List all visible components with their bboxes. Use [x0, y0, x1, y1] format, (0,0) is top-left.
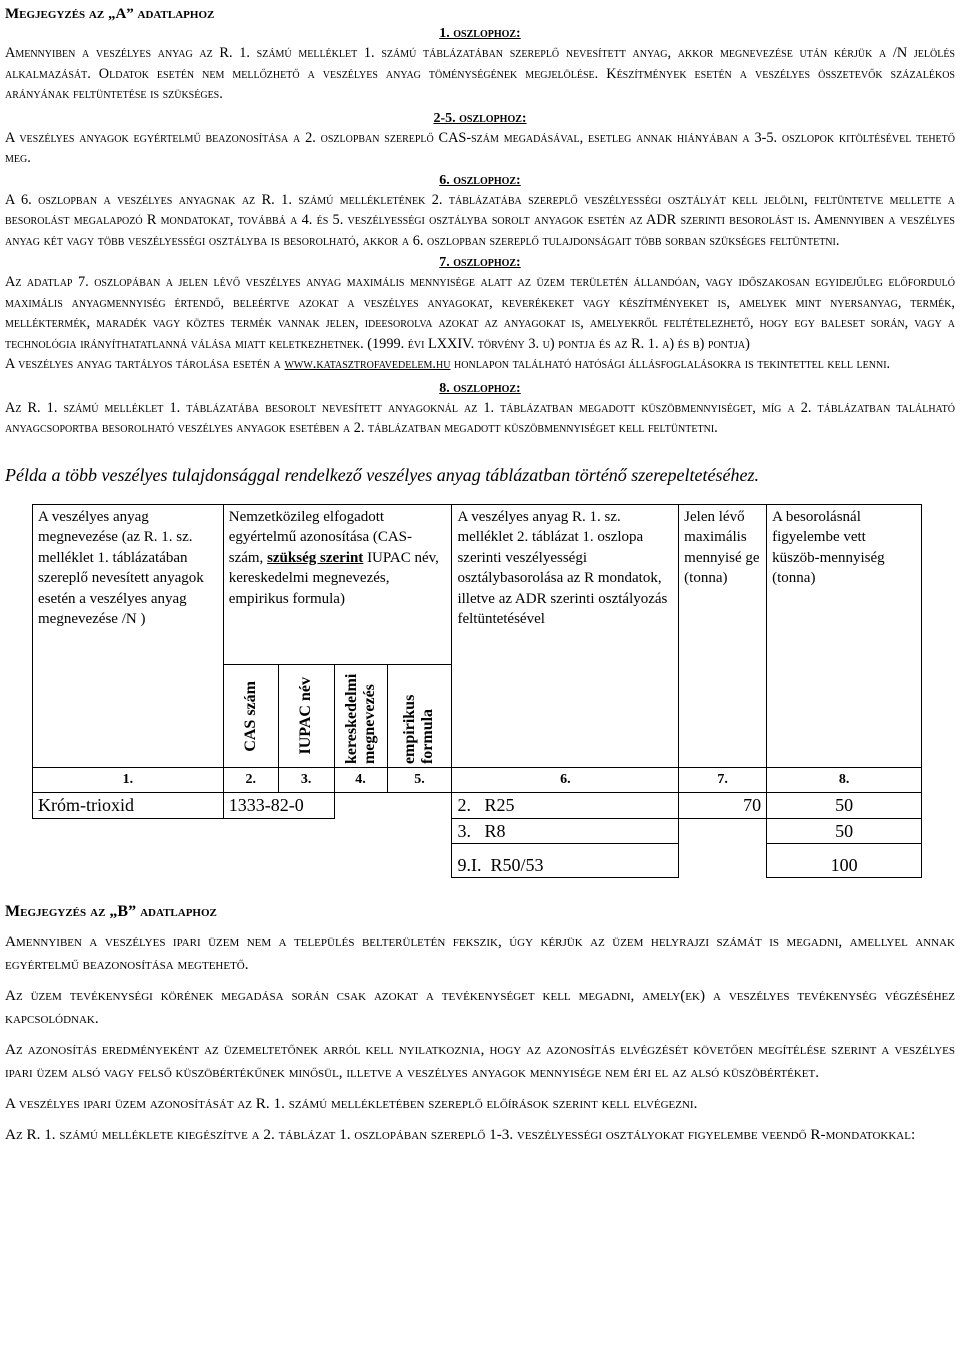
- col-number: 6.: [452, 767, 679, 793]
- col2-heading: 2-5. oszlophoz:: [433, 110, 527, 126]
- col8-heading: 8. oszlophoz:: [439, 380, 521, 396]
- col-number: 2.: [223, 767, 278, 793]
- note-b-p4: A veszélyes ipari üzem azonosítását az R. 1. számú mellékletében szereplő előírások szerint kell elvégezni.: [5, 1095, 698, 1112]
- note-b-p5: Az R. 1. számú melléklete kiegészítve a 2. táblázat 1. oszlopában szereplő 1-3. veszélyességi osztályokat figyelembe veendő R-mondatokkal:: [5, 1126, 916, 1143]
- header-max-cell: Jelen lévő maximális mennyisé ge (tonna): [679, 504, 767, 767]
- vertical-header-trade: kereskedelmi megnevezés: [334, 665, 387, 767]
- header-threshold-cell: A besorolásnál figyelembe vett küszöb-mennyiség (tonna): [767, 504, 922, 767]
- table-row: [33, 844, 922, 878]
- col6-text: A 6. oszlopban a veszélyes anyagnak az R. 1. számú mellékletének 2. táblázatába szereplő veszélyességi osztályát kell jelölni, feltüntetve mellette a besorolást megalapozó R mondatokat, továbbá a 4. és 5. veszélyességi osztályba sorolt anyagok esetén az ADR szerinti besorolást is. Amennyiben a veszélyes anyag két vagy több veszélyességi osztályba is besorolható, akkor a 6. oszlopban szereplő tulajdonságait több sorban szükséges feltüntetni.: [5, 191, 955, 249]
- note-b-p2: Az üzem tevékenységi körének megadása során csak azokat a tevékenységet kell megadni, amely(ek) a veszélyes tevékenység végzéséhez kapcsolódnak.: [5, 987, 955, 1027]
- col8-text: Az R. 1. számú melléklet 1. táblázatába besorolt nevesített anyagoknál az 1. táblázatban megadott küszöbmennyiséget, míg a 2. táblázatban található anyagcsoportba besorolható veszélyes anyagok esetében a 2. táblázatban megadott küszöbmennyiséget kell feltüntetni.: [5, 399, 955, 436]
- example-title: Példa a több veszélyes tulajdonsággal rendelkező veszélyes anyag táblázatban történő szerepeltetéséhez.: [5, 464, 759, 485]
- threshold-quantity: 100: [767, 844, 922, 878]
- col2-text: A veszélyes anyagok egyértelmű beazonosítása a 2. oszlopban szereplő CAS-szám megadásával, esetleg annak hiányában a 3-5. oszlopok kitöltésével tehető meg.: [5, 129, 955, 166]
- example-table: [32, 504, 922, 879]
- note-b-p3: Az azonosítás eredményeként az üzemeltetőnek arról kell nyilatkoznia, hogy az azonosítás elvégzését követően megítélése szerint a veszélyes ipari üzem alsó vagy felső küszöbértékűnek minősül, illetve a veszélyes anyagok mennyisége nem éri el az alsó küszöbértéket.: [5, 1041, 955, 1081]
- max-quantity: 70: [679, 793, 767, 819]
- table-number-row: [33, 767, 922, 793]
- col-number: 8.: [767, 767, 922, 793]
- threshold-quantity: 50: [767, 818, 922, 844]
- note-b-p1: Amennyiben a veszélyes ipari üzem nem a település belterületén fekszik, úgy kérjük az üzem helyrajzi számát is megadni, amellyel annak egyértelmű beazonosítása megtehető.: [5, 933, 955, 973]
- header-id-cell: Nemzetközileg elfogadott egyértelmű azonosítása (CAS-szám, szükség szerint IUPAC név, kereskedelmi megnevezés, empirikus formula): [223, 504, 452, 665]
- substance-name: Króm-trioxid: [33, 793, 224, 819]
- vertical-header-formula: empirikus formula: [387, 665, 452, 767]
- col7-text: Az adatlap 7. oszlopában a jelen lévő veszélyes anyag maximális mennyisége alatt az üzem területén állandóan, vagy időszakosan egyidejűleg előforduló maximális anyagmennyiség értendő, beleértve azokat a veszélyes anyagokat, keverékeket vagy készítményeket is, amelyek mint nyersanyag, termék, melléktermék, maradék vagy köztes termék vannak jelen, ideesorolva azokat az anyagokat is, amelyekről feltételezhető, hogy egy baleset során, vagy a technológia irányíthatatlanná válása miatt keletkezhetnek. (1999. évi LXXIV. törvény 3. u) pontja és az R. 1. a) és b) pontja): [5, 274, 955, 352]
- col7-heading: 7. oszlophoz:: [439, 255, 521, 270]
- col6-heading: 6. oszlophoz:: [439, 172, 521, 188]
- col1-heading: 1. oszlophoz:: [439, 26, 521, 41]
- hazard-class: 3. R8: [452, 818, 679, 844]
- header-name-cell: A veszélyes anyag megnevezése (az R. 1. sz. melléklet 1. táblázatában szereplő nevesített anyagok esetén a veszélyes anyag megnevezése /N ): [33, 504, 224, 767]
- note-b-title: Megjegyzés az „B” adatlaphoz: [5, 903, 217, 920]
- col-number: 5.: [387, 767, 452, 793]
- threshold-quantity: 50: [767, 793, 922, 819]
- col-number: 7.: [679, 767, 767, 793]
- col1-text: Amennyiben a veszélyes anyag az R. 1. számú melléklet 1. számú táblázatában szereplő nevesített anyag, akkor megnevezése után kérjük a /N jelölés alkalmazását. Oldatok esetén nem mellőzhető a veszélyes anyag töménységének megjelölése. Készítmények esetén a veszélyes összetevők százalékos arányának feltüntetése is szükséges.: [5, 45, 955, 102]
- katasztrofavedelem-link[interactable]: www.katasztrofavedelem.hu: [284, 356, 451, 372]
- note-a-title: Megjegyzés az „A” adatlaphoz: [5, 6, 215, 22]
- col-number: 3.: [278, 767, 334, 793]
- vertical-header-cas: CAS szám: [223, 665, 278, 767]
- header-class-cell: A veszélyes anyag R. 1. sz. melléklet 2. táblázat 1. oszlopa szerinti veszélyességi osztálybasorolása az R mondatok, illetve az ADR szerinti osztályozás feltüntetésével: [452, 504, 679, 767]
- hazard-class: 9.I. R50/53: [452, 844, 679, 878]
- col7-text-2: A veszélyes anyag tartályos tárolása esetén a www.katasztrofavedelem.hu honlapon található hatósági állásfoglalásokra is tekintettel kell lenni.: [5, 356, 891, 372]
- vertical-header-iupac: IUPAC név: [278, 665, 334, 767]
- table-row: [33, 793, 922, 819]
- hazard-class: 2. R25: [452, 793, 679, 819]
- document-page: [5, 0, 955, 1146]
- table-row: [33, 818, 922, 844]
- cas-number: 1333-82-0: [223, 793, 334, 819]
- col-number: 4.: [334, 767, 387, 793]
- col-number: 1.: [33, 767, 224, 793]
- table-header-row: [33, 504, 922, 665]
